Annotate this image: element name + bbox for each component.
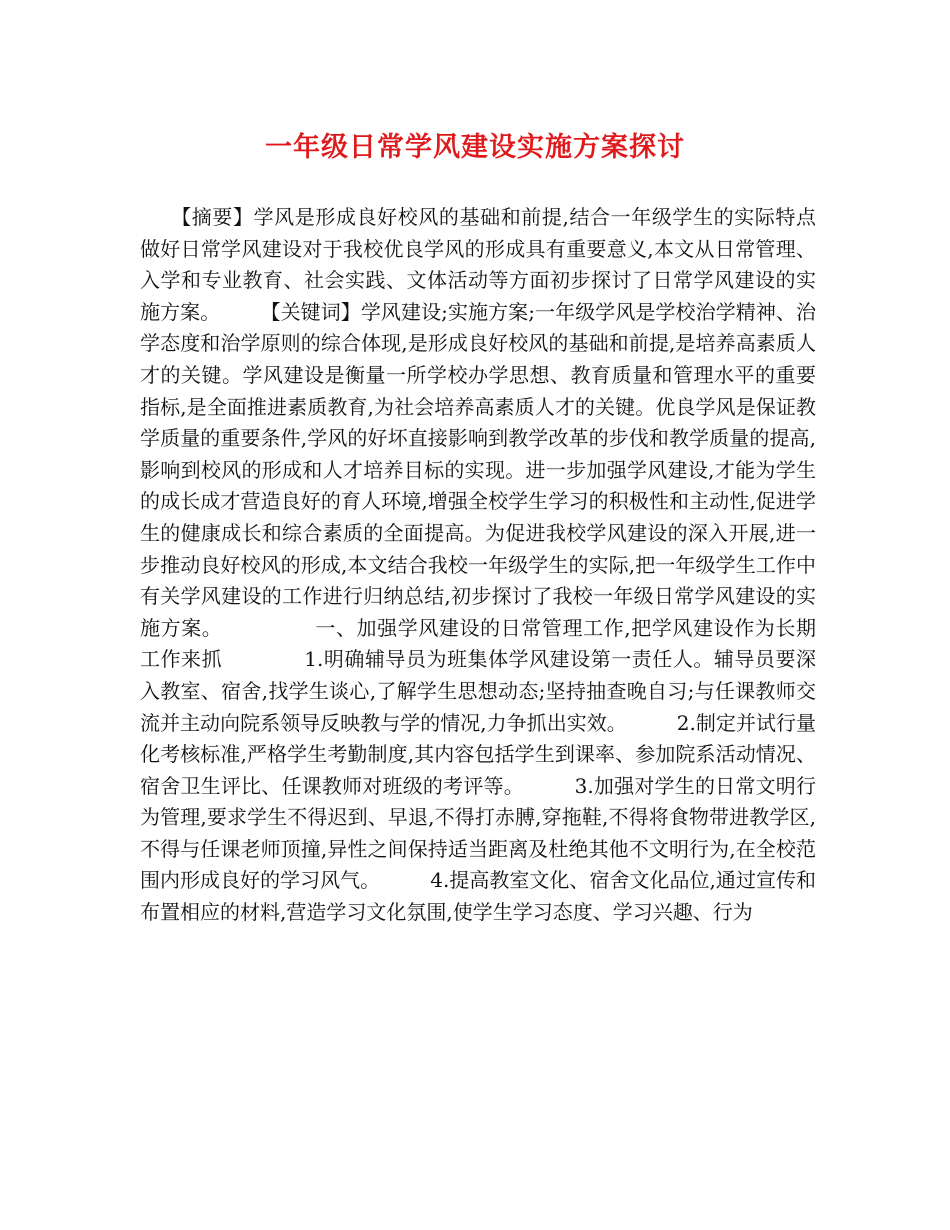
document-title: 一年级日常学风建设实施方案探讨 xyxy=(265,132,685,163)
document-body: 【摘要】学风是形成良好校风的基础和前提,结合一年级学生的实际特点做好日常学风建设对于我校优良学风的形成具有重要意义,本文从日常管理、入学和专业教育、社会实践、文体活动等方面初步探讨了日常学风建设的实施方案。 【关键词】学风建设;实施方案;一年级学风是学校治学精神、治学态度和治学原则的综合体现,是形成良好校风的基础和前提,是培养高素质人才的关键。学风建设是衡量一所学校办学思想、教育质量和管理水平的重要指标,是全面推进素质教育,为社会培养高素质人才的关键。优良学风是保证教学质量的重要条件,学风的好坏直接影响到教学改革的步伐和教学质量的提高,影响到校风的形成和人才培养目标的实现。进一步加强学风建设,才能为学生的成长成才营造良好的育人环境,增强全校学生学习的积极性和主动性,促进学生的健康成长和综合素质的全面提高。为促进我校学风建设的深入开展,进一步推动良好校风的形成,本文结合我校一年级学生的实际,把一年级学生工作中有关学风建设的工作进行归纳总结,初步探讨了我校一年级日常学风建设的实施方案。 一、加强学风建设的日常管理工作,把学风建设作为长期工作来抓 1.明确辅导员为班集体学风建设第一责任人。辅导员要深入教室、宿舍,找学生谈心,了解学生思想动态;坚持抽查晚自习;与任课教师交流并主动向院系领导反映教与学的情况,力争抓出实效。 2.制定并试行量化考核标准,严格学生考勤制度,其内容包括学生到课率、参加院系活动情况、宿舍卫生评比、任课教师对班级的考评等。 3.加强对学生的日常文明行为管理,要求学生不得迟到、早退,不得打赤膊,穿拖鞋,不得将食物带进教学区,不得与任课老师顶撞,异性之间保持适当距离及杜绝其他不文明行为,在全校范围内形成良好的学习风气。 4.提高教室文化、宿舍文化品位,通过宣传和布置相应的材料,营造学习文化氛围,使学生学习态度、学习兴趣、行为 xyxy=(140,205,816,925)
